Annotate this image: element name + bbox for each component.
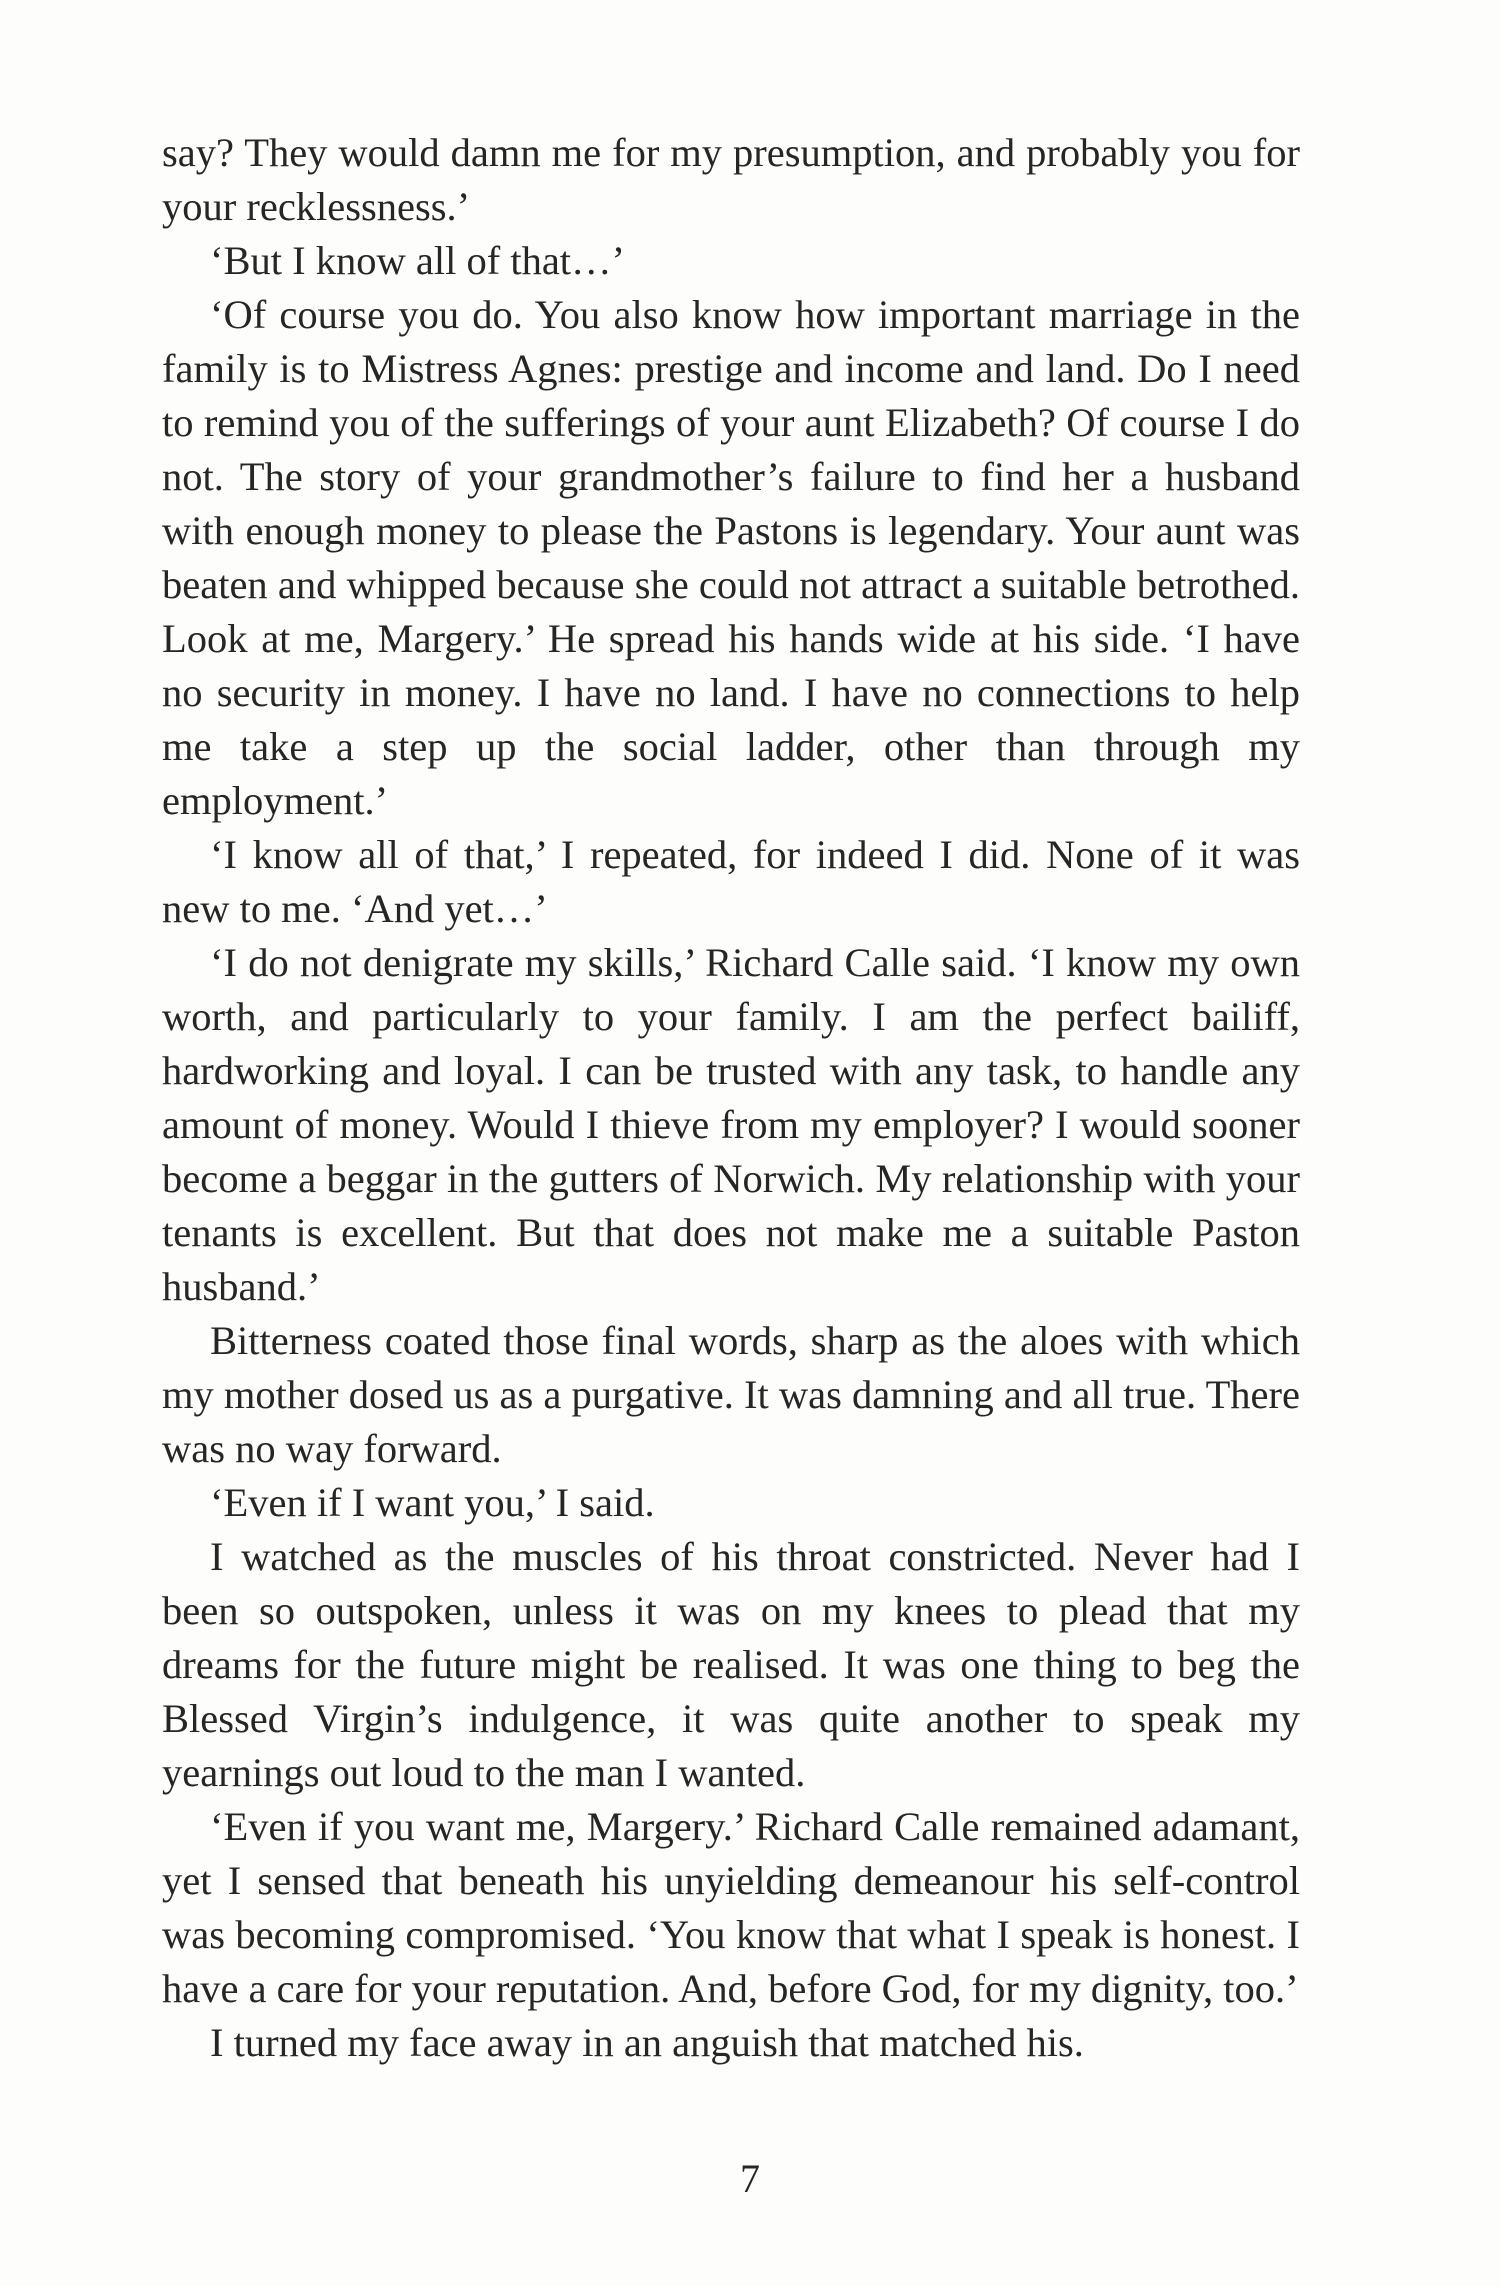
paragraph: I turned my face away in an anguish that matched his. <box>210 2020 1084 2065</box>
paragraph: ‘Even if you want me, Margery.’ Richard Calle remained adamant, yet I sensed that beneath his unyielding demeanour his self-control was becoming compromised. ‘You know that what I speak is honest. I have a care for your reputation. And, before God, for my dignity, too.’ <box>162 1804 1300 2011</box>
paragraph: I watched as the muscles of his throat constricted. Never had I been so outspoken, unless it was on my knees to plead that my dreams for the future might be realised. It was one thing to beg the Blessed Virgin’s indulgence, it was quite another to speak my yearnings out loud to the man I wanted. <box>162 1534 1300 1795</box>
paragraph: Bitterness coated those final words, sharp as the aloes with which my mother dosed us as a purgative. It was damning and all true. There was no way forward. <box>162 1318 1300 1471</box>
paragraph: ‘But I know all of that…’ <box>210 238 626 283</box>
paragraph: ‘Of course you do. You also know how important marriage in the family is to Mistress Agnes: prestige and income and land. Do I need to remind you of the sufferings of your aunt Elizabeth? Of course I do not. The story of your grandmother’s failure to find her a husband with enough money to please the Pastons is legendary. Your aunt was beaten and whipped because she could not attract a suitable betrothed. Look at me, Margery.’ He spread his hands wide at his side. ‘I have no security in money. I have no land. I have no connections to help me take a step up the social ladder, other than through my employment.’ <box>162 292 1300 823</box>
paragraph: ‘I know all of that,’ I repeated, for indeed I did. None of it was new to me. ‘And yet…’ <box>162 832 1300 931</box>
body-text <box>162 126 1300 2070</box>
page-number: 7 <box>740 2156 760 2201</box>
paragraph: ‘I do not denigrate my skills,’ Richard Calle said. ‘I know my own worth, and particularly to your family. I am the perfect bailiff, hardworking and loyal. I can be trusted with any task, to handle any amount of money. Would I thieve from my employer? I would sooner become a beggar in the gutters of Norwich. My relationship with your tenants is excellent. But that does not make me a suitable Paston husband.’ <box>162 940 1300 1309</box>
paragraph-continued: say? They would damn me for my presumption, and probably you for your recklessness.’ <box>162 130 1300 229</box>
paragraph: ‘Even if I want you,’ I said. <box>210 1480 655 1525</box>
